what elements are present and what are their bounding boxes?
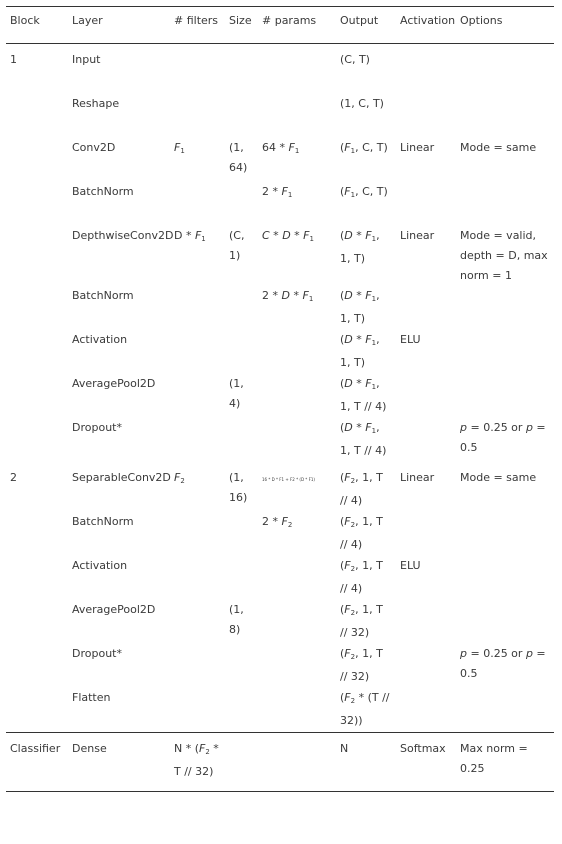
cell-block	[6, 512, 68, 556]
cell-output: ($D * F_1$, 1, T)	[340, 333, 380, 369]
cell-options: Max norm = 0.25	[460, 742, 528, 775]
cell-size	[225, 556, 258, 600]
cell-output: ($F_2$, 1, T // 4)	[340, 471, 383, 507]
cell-activation	[396, 688, 456, 733]
cell-output: ($F_2$, 1, T // 4)	[340, 515, 383, 551]
cell-layer: Dropout*	[72, 421, 122, 434]
cell-output: ($F_1$, C, T)	[340, 185, 388, 199]
cell-size	[225, 286, 258, 330]
cell-layer: Reshape	[72, 97, 120, 110]
cell-filters	[170, 44, 225, 95]
table-row	[6, 688, 554, 733]
cell-output: $(F_2 * (T // 32))$	[340, 691, 390, 727]
cell-options	[456, 182, 554, 226]
cell-activation: Linear	[400, 141, 435, 154]
cell-output: (1, C, T)	[340, 97, 384, 110]
table-row	[6, 644, 554, 688]
cell-block	[6, 556, 68, 600]
table-row	[6, 94, 554, 138]
table-row	[6, 226, 554, 286]
cell-output: ($F_2$, 1, T // 32)	[340, 647, 383, 683]
table-header	[6, 7, 554, 44]
cell-layer: AveragePool2D	[72, 377, 156, 390]
cell-options	[456, 286, 554, 330]
cell-block: Classifier	[10, 742, 61, 755]
eegnet-architecture-table	[6, 6, 554, 792]
cell-size	[225, 512, 258, 556]
cell-size	[225, 94, 258, 138]
table-row	[6, 374, 554, 418]
cell-activation	[396, 374, 456, 418]
header-layer: Layer	[68, 7, 170, 44]
cell-block: 1	[10, 53, 17, 66]
header-activation: Activation	[396, 7, 456, 44]
cell-output: ($D * F_1$, 1, T // 4)	[340, 377, 387, 413]
table-row	[6, 138, 554, 182]
cell-options	[456, 374, 554, 418]
block-1-rows	[6, 44, 554, 463]
cell-size	[225, 44, 258, 95]
cell-block	[6, 182, 68, 226]
header-size: Size	[225, 7, 258, 44]
cell-activation: Linear	[400, 229, 435, 242]
cell-filters	[170, 94, 225, 138]
cell-activation	[396, 44, 456, 95]
cell-size: (1, 4)	[229, 377, 244, 410]
table-row	[6, 286, 554, 330]
cell-size	[225, 182, 258, 226]
cell-layer: BatchNorm	[72, 289, 134, 302]
cell-block	[6, 374, 68, 418]
cell-filters	[170, 330, 225, 374]
cell-layer: Dense	[72, 742, 107, 755]
cell-block	[6, 226, 68, 286]
cell-options	[456, 330, 554, 374]
cell-size	[225, 330, 258, 374]
cell-output: ($D * F_1$, 1, T)	[340, 229, 380, 265]
table-row	[6, 44, 554, 95]
cell-filters: $F_1$	[174, 141, 185, 155]
table-row	[6, 418, 554, 462]
cell-params	[258, 600, 336, 644]
cell-block	[6, 418, 68, 462]
cell-block	[6, 644, 68, 688]
header-output: Output	[336, 7, 396, 44]
cell-output: ($F_1$, C, T)	[340, 141, 388, 155]
cell-filters	[170, 644, 225, 688]
cell-layer: Input	[72, 53, 101, 66]
cell-layer: Activation	[72, 559, 128, 572]
cell-params: $2 * F_2$	[262, 515, 293, 529]
cell-options: p = 0.25 or p = 0.5	[460, 647, 546, 680]
cell-block	[6, 330, 68, 374]
cell-options: Mode = same	[460, 471, 537, 484]
cell-activation	[396, 418, 456, 462]
cell-block	[6, 600, 68, 644]
cell-layer: BatchNorm	[72, 185, 134, 198]
params-formula: 16 * D * F1 + F2 * (D * F1)	[262, 477, 315, 482]
cell-layer: Dropout*	[72, 647, 122, 660]
cell-params: 2 * D * $F_1$	[262, 289, 314, 303]
cell-activation	[396, 286, 456, 330]
cell-params: $2 * F_1$	[262, 185, 293, 199]
cell-options: Mode = same	[460, 141, 537, 154]
cell-params	[258, 556, 336, 600]
cell-params	[258, 733, 336, 792]
cell-output: (C, T)	[340, 53, 370, 66]
cell-output: ($F_2$, 1, T // 32)	[340, 603, 383, 639]
cell-size	[225, 733, 258, 792]
header-params: # params	[258, 7, 336, 44]
cell-filters	[170, 688, 225, 733]
cell-options	[456, 556, 554, 600]
cell-options	[456, 600, 554, 644]
cell-filters	[170, 512, 225, 556]
cell-params: $64 * F_1$	[262, 141, 300, 155]
cell-params	[258, 418, 336, 462]
table-row	[6, 462, 554, 512]
cell-size	[225, 688, 258, 733]
cell-activation: ELU	[400, 559, 421, 572]
cell-layer: SeparableConv2D	[72, 471, 171, 484]
table-row	[6, 182, 554, 226]
cell-output: ($D * F_1$, 1, T // 4)	[340, 421, 387, 457]
cell-filters: D * $F_1$	[174, 229, 206, 243]
cell-layer: Conv2D	[72, 141, 116, 154]
cell-options	[456, 94, 554, 138]
cell-size	[225, 418, 258, 462]
table-row	[6, 556, 554, 600]
cell-output: N	[340, 742, 349, 755]
cell-params	[258, 462, 336, 512]
cell-activation: Softmax	[400, 742, 446, 755]
cell-size: (1, 8)	[229, 603, 244, 636]
cell-options: Mode = valid, depth = D, max norm = 1	[460, 229, 548, 282]
cell-layer: Flatten	[72, 691, 111, 704]
cell-activation: Linear	[400, 471, 435, 484]
cell-output: ($D * F_1$, 1, T)	[340, 289, 380, 325]
cell-activation	[396, 512, 456, 556]
cell-options	[456, 688, 554, 733]
cell-layer: BatchNorm	[72, 515, 134, 528]
cell-options: p = 0.25 or p = 0.5	[460, 421, 546, 454]
cell-params	[258, 374, 336, 418]
header-block: Block	[6, 7, 68, 44]
cell-size: (C, 1)	[229, 229, 245, 262]
cell-params	[258, 688, 336, 733]
cell-size: (1, 16)	[229, 471, 248, 504]
cell-options	[456, 44, 554, 95]
block-2-rows	[6, 462, 554, 733]
classifier-rows	[6, 733, 554, 792]
header-row	[6, 7, 554, 44]
cell-params: C * D * $F_1$	[262, 229, 314, 243]
cell-layer: Activation	[72, 333, 128, 346]
cell-activation: ELU	[400, 333, 421, 346]
table-row	[6, 600, 554, 644]
cell-output: ($F_2$, 1, T // 4)	[340, 559, 383, 595]
cell-block	[6, 138, 68, 182]
cell-filters	[170, 286, 225, 330]
table-row	[6, 330, 554, 374]
cell-layer: DepthwiseConv2D	[72, 229, 174, 242]
cell-block	[6, 688, 68, 733]
cell-block	[6, 286, 68, 330]
cell-activation	[396, 600, 456, 644]
cell-activation	[396, 94, 456, 138]
cell-params	[258, 94, 336, 138]
cell-filters	[170, 600, 225, 644]
cell-filters	[170, 182, 225, 226]
cell-filters	[170, 374, 225, 418]
cell-block: 2	[10, 471, 17, 484]
header-options: Options	[456, 7, 554, 44]
header-filters: # filters	[170, 7, 225, 44]
cell-filters	[170, 556, 225, 600]
cell-filters	[170, 418, 225, 462]
table-row	[6, 733, 554, 792]
cell-filters: $F_2$	[174, 471, 185, 485]
cell-params	[258, 44, 336, 95]
cell-size: (1, 64)	[229, 141, 248, 174]
cell-block	[6, 94, 68, 138]
cell-params	[258, 644, 336, 688]
cell-filters: N * ($F_2$ * T // 32)	[174, 742, 219, 778]
layer-table-container	[6, 6, 554, 792]
cell-options	[456, 512, 554, 556]
cell-layer: AveragePool2D	[72, 603, 156, 616]
cell-params	[258, 330, 336, 374]
cell-size	[225, 644, 258, 688]
table-row	[6, 512, 554, 556]
cell-activation	[396, 182, 456, 226]
cell-activation	[396, 644, 456, 688]
